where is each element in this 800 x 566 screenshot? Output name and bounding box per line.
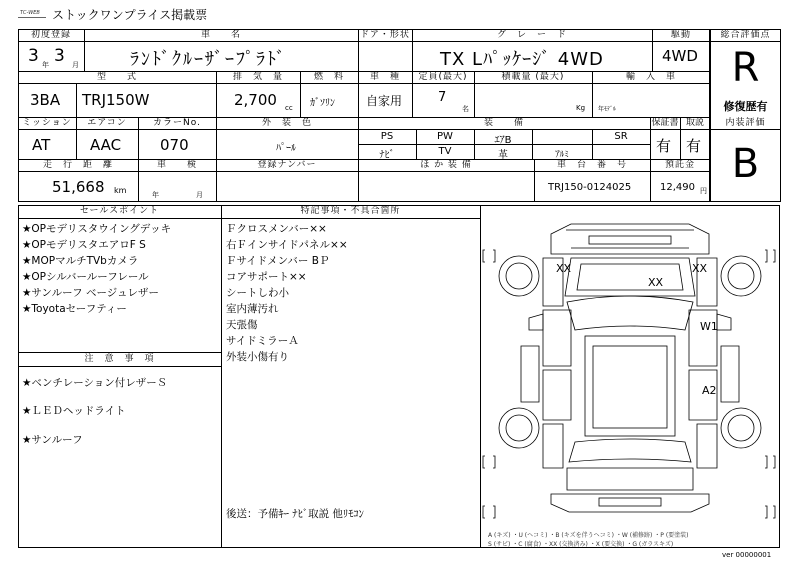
label-warranty: 保証書 [651, 118, 679, 128]
label-aircon: エアコン [87, 118, 127, 128]
list-item: ★サンルーフ ベージュレザー [22, 287, 160, 299]
list-item: コアサポート×× [226, 271, 307, 283]
label-capacity: 定員(最大) [418, 72, 468, 82]
reserve: 12,490 [660, 182, 695, 193]
list-item: ★OPシルバールーフレール [22, 271, 149, 283]
label-first-reg: 初度登録 [30, 30, 71, 40]
drive-value: 4WD [662, 47, 698, 65]
version: ver 00000001 [722, 551, 772, 559]
list-item: 天張傷 [226, 319, 258, 331]
list-item: Ｆサイドメンバー BＰ [226, 255, 330, 267]
warranty-value: 有 [656, 137, 672, 155]
legend-line2: S (サビ) ・C (腐食) ・XX (交換済み) ・X (要交換) ・G (ガラスキズ) [488, 541, 674, 548]
mileage: 51,668 [52, 178, 105, 196]
model-code: TRJ150W [82, 91, 150, 109]
car-damage-diagram [481, 206, 779, 526]
label-inspection: 車 検 [156, 160, 197, 170]
interior-score: B [731, 141, 760, 187]
capacity: 7 [438, 90, 447, 105]
equip-ps: PS [380, 131, 394, 142]
equip-tv: TV [438, 146, 452, 157]
reg-year: 3 [28, 46, 39, 66]
legend-line1: A (キズ) ・U (ヘコミ) ・B (キズを伴うヘコミ) ・W (補修跡) ・P (要塗装) [488, 532, 689, 539]
label-mission: ミッション [22, 118, 72, 128]
postscript: 後送：予備ｷｰ ﾅﾋﾞ取説 他ﾘﾓｺﾝ [226, 508, 364, 520]
label-model: 型 式 [96, 72, 137, 82]
damage-mark: A2 [702, 384, 717, 397]
damage-mark: W1 [700, 320, 718, 333]
label-exterior-color: 外 装 色 [261, 118, 312, 128]
label-displacement: 排 気 量 [232, 72, 283, 82]
equip-airbag: ｴｱB [494, 135, 512, 146]
label-fuel: 燃 料 [313, 72, 344, 82]
unit-month: 月 [72, 61, 79, 69]
label-interior-score: 内装評価 [725, 118, 766, 128]
label-import: 輸 入 車 [625, 72, 676, 82]
page-title: ストックワンプライス掲載票 [52, 8, 208, 22]
damage-mark: XX [692, 262, 708, 275]
list-item: Ｆクロスメンバー×× [226, 223, 327, 235]
list-item: ★MOPマルチTVbカメラ [22, 255, 139, 267]
label-grade: グ レ ー ド [496, 30, 567, 40]
equip-navi: ﾅﾋﾞ [379, 150, 395, 161]
list-item: ★ベンチレーション付レザーＳ [22, 377, 168, 389]
manual-value: 有 [686, 137, 702, 155]
aircon: AAC [90, 136, 122, 154]
displacement: 2,700 [234, 91, 277, 109]
logo: TC-WEB [20, 10, 40, 16]
fuel: ｶﾞｿﾘﾝ [310, 98, 335, 109]
label-load: 積載量 (最大) [501, 72, 565, 82]
label-car-name: 車 名 [200, 30, 241, 40]
label-sales-points: セールスポイント [79, 206, 160, 216]
logo-line [18, 17, 46, 18]
list-item: シートしわ小 [226, 287, 289, 299]
label-manual: 取説 [685, 118, 704, 128]
unit-insp-year: 年 [152, 191, 159, 199]
label-cautions: 注 意 事 項 [84, 354, 155, 364]
car-name: ﾗﾝﾄﾞｸﾙｰｻﾞｰﾌﾟﾗﾄﾞ [130, 49, 287, 70]
list-item: 室内薄汚れ [226, 303, 279, 315]
overall-score: R [731, 45, 760, 91]
equip-sr: SR [614, 131, 628, 142]
main-table [18, 29, 710, 202]
color-no: 070 [160, 136, 189, 154]
unit-cc: cc [285, 104, 293, 112]
list-item: 外装小傷有り [226, 351, 289, 363]
label-equipment: 装 備 [483, 118, 524, 128]
damage-mark: XX [648, 276, 664, 289]
unit-person: 名 [462, 105, 469, 113]
model: 3BA [30, 91, 61, 109]
label-reserve: 預託金 [664, 160, 695, 170]
usage: 自家用 [366, 94, 403, 108]
list-item: サイドミラーＡ [226, 335, 299, 347]
label-chassis-no: 車 台 番 号 [556, 160, 627, 170]
label-door-type: ドア・形状 [360, 30, 410, 40]
list-item: 右Ｆインサイドパネル×× [226, 239, 348, 251]
unit-insp-month: 月 [196, 191, 203, 199]
list-item: ★ＬＥＤヘッドライト [22, 405, 126, 417]
label-mileage: 走 行 距 離 [42, 160, 113, 170]
list-item: ★OPモデリスタウイングデッキ [22, 223, 172, 235]
unit-km: km [114, 186, 127, 195]
label-drive: 駆動 [670, 30, 691, 40]
mission: AT [32, 136, 51, 154]
grade: TX Lﾊﾟｯｹｰｼﾞ 4WD [440, 49, 604, 70]
list-item: ★サンルーフ [22, 434, 83, 446]
unit-yen: 円 [700, 187, 707, 195]
label-overall-score: 総合評価点 [720, 30, 771, 40]
list-item: ★Toyotaセーフティー [22, 303, 127, 315]
label-special-notes: 特記事項・不具合箇所 [300, 206, 401, 216]
exterior-color: ﾊﾟｰﾙ [276, 143, 296, 154]
reg-month: 3 [54, 46, 65, 66]
label-other-equip: ほ か 装 備 [420, 160, 472, 170]
label-color-no: カラーNo. [153, 118, 201, 128]
label-reg-plate: 登録ナンバー [257, 160, 317, 170]
unit-kg: Kg [576, 104, 586, 112]
equip-leather: 革 [498, 150, 508, 161]
unit-year-model: 年ﾓﾃﾞﾙ [598, 106, 617, 113]
list-item: ★OPモデリスタエアロF S [22, 239, 146, 251]
special-notes-list [226, 221, 348, 365]
equip-alloy: ｱﾙﾐ [555, 150, 569, 160]
label-usage: 車 種 [369, 72, 400, 82]
unit-year: 年 [42, 61, 49, 69]
sales-points-list [22, 221, 171, 317]
equip-pw: PW [437, 131, 453, 142]
chassis-no: TRJ150-0124025 [548, 182, 632, 193]
damage-mark: XX [556, 262, 572, 275]
overall-note: 修復歴有 [723, 100, 768, 113]
